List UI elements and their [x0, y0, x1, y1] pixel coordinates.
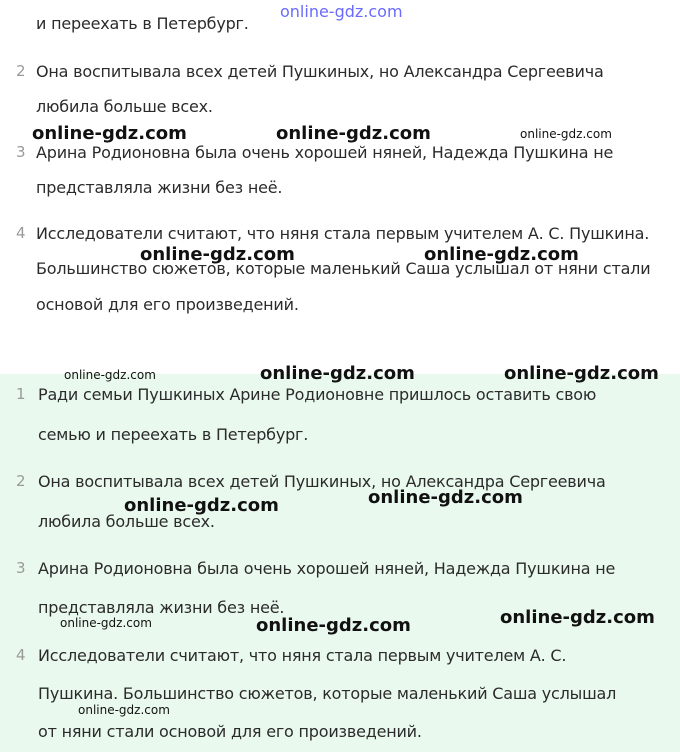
watermark: online-gdz.com: [32, 123, 187, 144]
partial-line: и переехать в Петербург.: [36, 14, 249, 33]
item-text: Она воспитывала всех детей Пушкиных, но Александра Сергеевича: [36, 62, 604, 81]
watermark: online-gdz.com: [140, 244, 295, 265]
item-text: любила больше всех.: [38, 512, 215, 531]
watermark: online-gdz.com: [60, 616, 152, 630]
item-text: любила больше всех.: [36, 97, 213, 116]
item-text: семью и переехать в Петербург.: [38, 425, 309, 444]
item-text: Исследователи считают, что няня стала первым учителем А. С.: [38, 646, 567, 665]
watermark: online-gdz.com: [424, 244, 579, 265]
item-text: Арина Родионовна была очень хорошей няней, Надежда Пушкина не: [38, 559, 616, 578]
watermark: online-gdz.com: [124, 495, 279, 516]
watermark: online-gdz.com: [64, 368, 156, 382]
item-text: Ради семьи Пушкиных Арине Родионовне пришлось оставить свою: [38, 385, 597, 404]
item-text: представляла жизни без неё.: [38, 598, 285, 617]
watermark: online-gdz.com: [520, 127, 612, 141]
item-number: 2: [16, 62, 26, 80]
item-number: 1: [16, 385, 26, 403]
item-text: от няни стали основой для его произведений.: [38, 722, 422, 741]
item-number: 4: [16, 646, 26, 664]
item-text: Она воспитывала всех детей Пушкиных, но Александра Сергеевича: [38, 472, 606, 491]
watermark: online-gdz.com: [276, 123, 431, 144]
item-number: 3: [16, 559, 26, 577]
watermark: online-gdz.com: [368, 487, 523, 508]
item-number: 4: [16, 224, 26, 242]
watermark: online-gdz.com: [504, 363, 659, 384]
item-text: Исследователи считают, что няня стала первым учителем А. С. Пушкина.: [36, 224, 650, 243]
item-text: Большинство сюжетов, которые маленький Саша услышал от няни стали: [36, 259, 651, 278]
watermark: online-gdz.com: [280, 2, 403, 21]
item-number: 3: [16, 143, 26, 161]
item-number: 2: [16, 472, 26, 490]
item-text: Пушкина. Большинство сюжетов, которые маленький Саша услышал: [38, 684, 617, 703]
watermark: online-gdz.com: [256, 615, 411, 636]
item-text: Арина Родионовна была очень хорошей няней, Надежда Пушкина не: [36, 143, 614, 162]
item-text: представляла жизни без неё.: [36, 178, 283, 197]
watermark: online-gdz.com: [260, 363, 415, 384]
watermark: online-gdz.com: [78, 703, 170, 717]
watermark: online-gdz.com: [500, 607, 655, 628]
item-text: основой для его произведений.: [36, 295, 299, 314]
